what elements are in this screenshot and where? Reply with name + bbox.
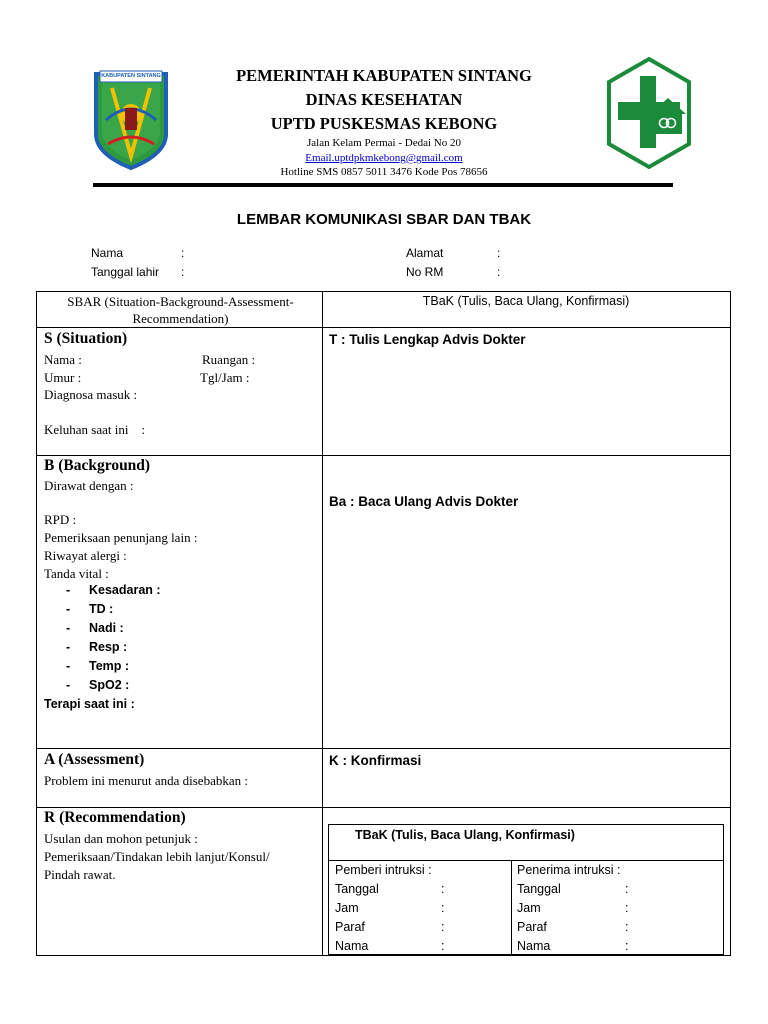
vital-td: TD : [89, 602, 114, 616]
recommendation-title: R (Recommendation) [44, 809, 186, 826]
tbak-signature-title: TBaK (Tulis, Baca Ulang, Konfirmasi) [355, 828, 575, 842]
vital-resp: Resp : [89, 640, 128, 654]
tulis-title: T : Tulis Lengkap Advis Dokter [329, 332, 526, 347]
background-dirawat: Dirawat dengan : [44, 478, 134, 493]
vital-spo2: SpO2 : [89, 678, 130, 692]
situation-nama: Nama : [44, 352, 82, 367]
header-hotline: Hotline SMS 0857 5011 3476 Kode Pos 78656 [280, 166, 488, 178]
nama-label: Nama [91, 246, 124, 260]
pemberi-paraf-label: Paraf [335, 920, 365, 934]
vital-temp: Temp : [89, 659, 130, 673]
header-address: Jalan Kelam Permai - Dedai No 20 [307, 137, 461, 149]
vital-nadi: Nadi : [89, 621, 124, 635]
no-rm-label: No RM [406, 265, 444, 279]
header-row-divider [37, 327, 730, 328]
pemberi-jam-label: Jam [335, 901, 359, 915]
tbak-column-header: TBaK (Tulis, Baca Ulang, Konfirmasi) [422, 294, 630, 308]
alamat-colon: : [497, 246, 501, 260]
table-column-divider [322, 292, 323, 955]
assessment-title: A (Assessment) [44, 751, 145, 768]
page-title: LEMBAR KOMUNIKASI SBAR DAN TBAK [236, 211, 532, 228]
assessment-row-divider [37, 807, 730, 808]
tanggal-lahir-colon: : [181, 265, 185, 279]
recommendation-line-2: Pemeriksaan/Tindakan lebih lanjut/Konsul/ [44, 849, 270, 864]
no-rm-colon: : [497, 265, 501, 279]
background-title: B (Background) [44, 457, 151, 474]
pemberi-tanggal-label: Tanggal [335, 882, 379, 896]
puskesmas-logo [606, 56, 692, 170]
background-row-divider [37, 748, 730, 749]
penerima-tanggal-label: Tanggal [517, 882, 561, 896]
assessment-problem: Problem ini menurut anda disebabkan : [44, 773, 248, 788]
logo-banner-text: KABUPATEN SINTANG [101, 73, 161, 79]
background-tanda-vital: Tanda vital : [44, 566, 109, 581]
signature-column-divider [511, 860, 512, 955]
nama-colon: : [181, 246, 185, 260]
header-email-link[interactable]: Email.uptdpkmkebong@gmail.com [305, 152, 463, 164]
situation-umur: Umur : [44, 370, 82, 385]
background-terapi: Terapi saat ini : [44, 697, 135, 711]
kabupaten-sintang-logo [92, 68, 170, 170]
situation-ruangan: Ruangan : [202, 352, 256, 367]
recommendation-line-3: Pindah rawat. [44, 867, 116, 882]
background-penunjang: Pemeriksaan penunjang lain : [44, 530, 198, 545]
tanggal-lahir-label: Tanggal lahir [91, 265, 160, 279]
header-line-3: UPTD PUSKESMAS KEBONG [270, 114, 498, 133]
situation-row-divider [37, 455, 730, 456]
pemberi-nama-label: Nama [335, 939, 369, 953]
situation-diagnosa: Diagnosa masuk : [44, 387, 138, 402]
situation-title: S (Situation) [44, 330, 128, 347]
sbar-tbak-table: SBAR (Situation-Background-Assessment-Recommendation) TBaK (Tulis, Baca Ulang, Konfirmasi) S (Situation) Nama : Ruangan : Umur : Tgl/Jam : Diagnosa masuk : Keluhan saat ini : T : Tulis Lengkap Advis Dokter B (Background) Dirawat dengan : RPD : Pemeriksaan penunjang lain : Riwayat alergi : Tanda vital : - Kesadaran : - TD : - Nadi : - Resp : - Temp : - SpO2 : Terapi saat ini : Ba : Baca Ulang Advis Dokter A (Assessment) Problem ini menurut anda disebabkan : K : Konfirmasi R (Recommendation) Usulan dan mohon petunjuk : Pemeriksaan/Tindakan lebih lanjut/Konsul/ Pindah rawat. [36, 291, 731, 956]
pemberi-column: Pemberi intruksi : Tanggal : Jam : Paraf : Nama : [335, 861, 505, 956]
background-alergi: Riwayat alergi : [44, 548, 127, 563]
baca-ulang-title: Ba : Baca Ulang Advis Dokter [329, 494, 519, 509]
penerima-paraf-label: Paraf [517, 920, 547, 934]
penerima-intruksi-label: Penerima intruksi : [517, 863, 621, 877]
alamat-label: Alamat [406, 246, 444, 260]
header-divider [93, 183, 673, 187]
tbak-signature-table [328, 824, 724, 955]
sbar-column-header: SBAR (Situation-Background-Assessment-Recommendation) [67, 294, 294, 326]
background-rpd: RPD : [44, 512, 77, 527]
konfirmasi-title: K : Konfirmasi [329, 753, 422, 768]
header-line-1: PEMERINTAH KABUPATEN SINTANG [236, 66, 532, 85]
penerima-nama-label: Nama [517, 939, 551, 953]
penerima-jam-label: Jam [517, 901, 541, 915]
vital-kesadaran: Kesadaran : [89, 583, 161, 597]
recommendation-usulan: Usulan dan mohon petunjuk : [44, 831, 198, 846]
pemberi-intruksi-label: Pemberi intruksi : [335, 863, 432, 877]
header-line-2: DINAS KESEHATAN [305, 90, 463, 109]
situation-keluhan: Keluhan saat ini : [44, 422, 146, 437]
situation-tgl-jam: Tgl/Jam : [200, 370, 250, 385]
penerima-column: Penerima intruksi : Tanggal : Jam : Paraf : Nama : [517, 861, 717, 956]
